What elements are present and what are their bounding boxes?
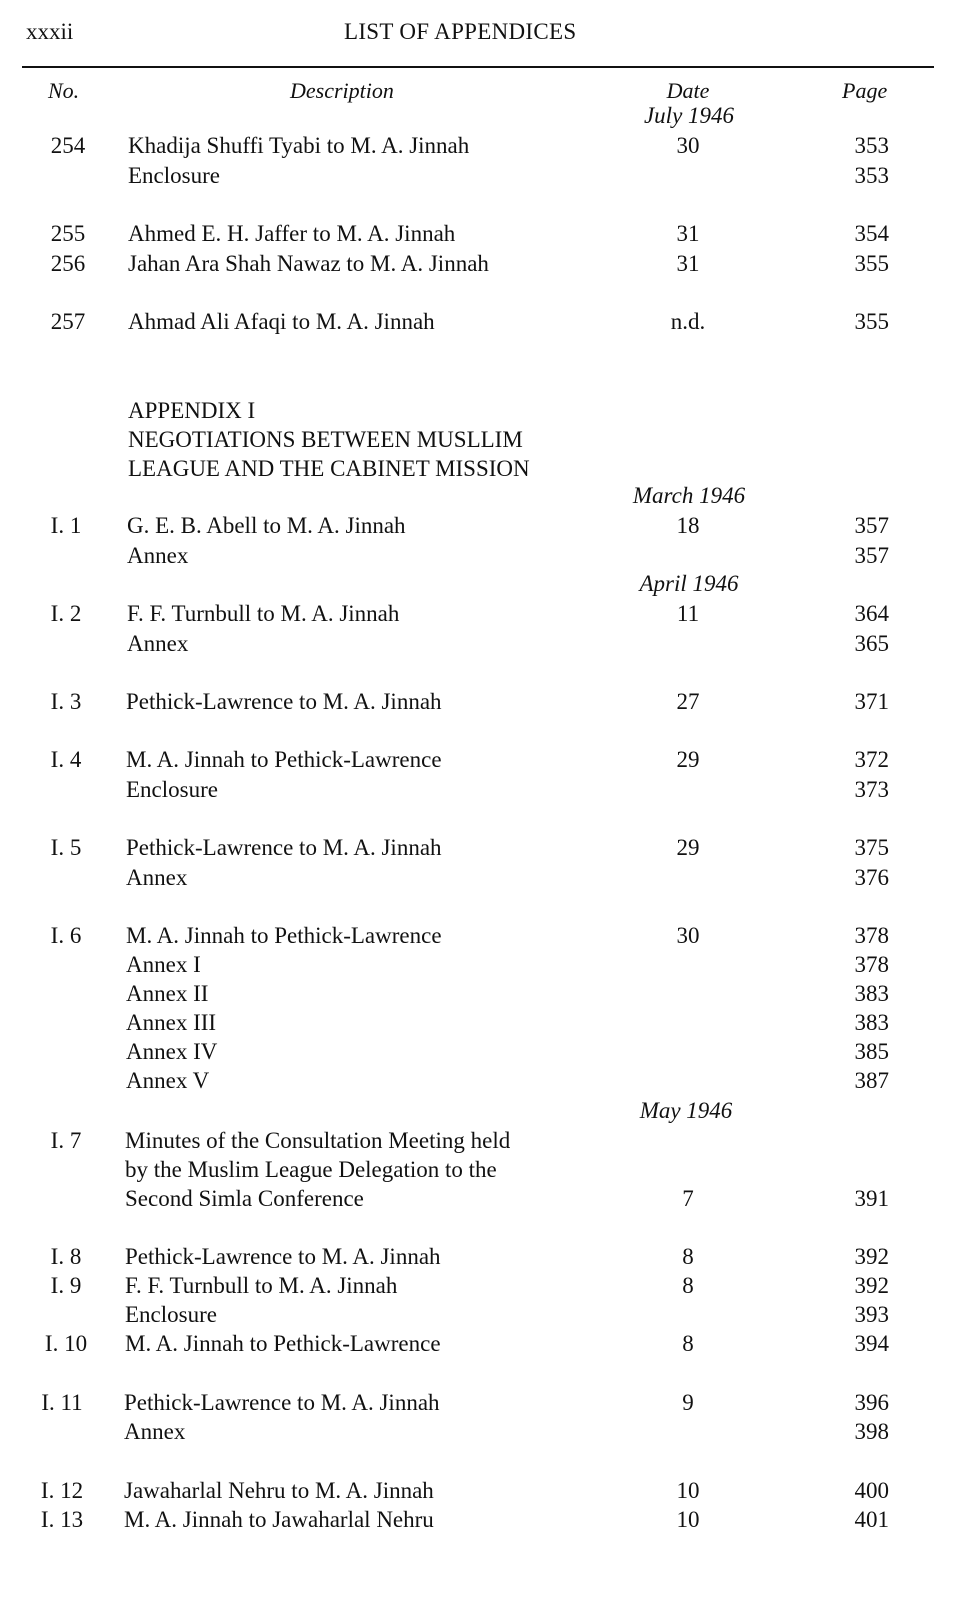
entry-description: Enclosure xyxy=(125,1302,217,1327)
entry-page: 393 xyxy=(854,1302,889,1327)
month-heading-april: April 1946 xyxy=(639,571,739,596)
entry-date: 31 xyxy=(676,251,700,276)
entry-number: 256 xyxy=(50,251,86,276)
entry-description: Enclosure xyxy=(128,163,220,188)
entry-number: I. 11 xyxy=(41,1390,83,1415)
entry-page: 372 xyxy=(854,747,889,772)
entry-page: 355 xyxy=(854,251,889,276)
entry-description: Khadija Shuffi Tyabi to M. A. Jinnah xyxy=(128,133,470,158)
entry-date: 29 xyxy=(676,747,700,772)
entry-page: 365 xyxy=(854,631,889,656)
entry-description: Ahmad Ali Afaqi to M. A. Jinnah xyxy=(128,309,435,334)
entry-number: I. 7 xyxy=(50,1128,82,1153)
entry-description: M. A. Jinnah to Pethick-Lawrence xyxy=(126,923,442,948)
entry-number: I. 13 xyxy=(40,1507,84,1532)
entry-description: Pethick-Lawrence to M. A. Jinnah xyxy=(126,835,442,860)
appendix-heading-line: NEGOTIATIONS BETWEEN MUSLLIM xyxy=(128,427,523,452)
entry-page: 383 xyxy=(854,1010,889,1035)
entry-date: 30 xyxy=(676,133,700,158)
column-header-description: Description xyxy=(290,78,394,103)
entry-description: Annex xyxy=(127,631,189,656)
entry-date: 11 xyxy=(676,601,700,626)
entry-description: Pethick-Lawrence to M. A. Jinnah xyxy=(125,1244,441,1269)
entry-description: M. A. Jinnah to Pethick-Lawrence xyxy=(126,747,442,772)
entry-page: 375 xyxy=(854,835,889,860)
appendix-heading-title: APPENDIX I xyxy=(128,398,256,423)
entry-page: 364 xyxy=(854,601,889,626)
entry-description: Annex xyxy=(124,1419,186,1444)
entry-date: 10 xyxy=(676,1507,700,1532)
column-header-no: No. xyxy=(48,78,80,103)
entry-description: Pethick-Lawrence to M. A. Jinnah xyxy=(126,689,442,714)
entry-date: 8 xyxy=(682,1331,694,1356)
entry-date: 27 xyxy=(676,689,700,714)
entry-date: n.d. xyxy=(670,309,706,334)
column-header-date: Date xyxy=(666,78,710,103)
entry-description: Jahan Ara Shah Nawaz to M. A. Jinnah xyxy=(128,251,489,276)
entry-number: I. 4 xyxy=(50,747,82,772)
column-header-page: Page xyxy=(842,78,888,103)
entry-page: 378 xyxy=(854,952,889,977)
entry-date: 8 xyxy=(682,1273,694,1298)
entry-page: 385 xyxy=(854,1039,889,1064)
entry-page: 354 xyxy=(854,221,889,246)
entry-date: 30 xyxy=(676,923,700,948)
entry-page: 387 xyxy=(854,1068,889,1093)
entry-page: 391 xyxy=(854,1186,889,1211)
entry-description: Ahmed E. H. Jaffer to M. A. Jinnah xyxy=(128,221,456,246)
entry-page: 400 xyxy=(854,1478,889,1503)
entry-page: 392 xyxy=(854,1273,889,1298)
entry-number: I. 5 xyxy=(50,835,82,860)
month-heading-july: July 1946 xyxy=(643,103,735,128)
entry-description: Annex V xyxy=(126,1068,210,1093)
entry-date: 29 xyxy=(676,835,700,860)
entry-description: Minutes of the Consultation Meeting held xyxy=(125,1128,511,1153)
entry-page: 398 xyxy=(854,1419,889,1444)
entry-page: 392 xyxy=(854,1244,889,1269)
entry-number: I. 2 xyxy=(50,601,82,626)
entry-date: 10 xyxy=(676,1478,700,1503)
entry-description: Annex I xyxy=(126,952,201,977)
entry-page: 378 xyxy=(854,923,889,948)
entry-number: I. 10 xyxy=(44,1331,88,1356)
entry-page: 357 xyxy=(854,513,889,538)
entry-number: I. 8 xyxy=(50,1244,82,1269)
entry-description: F. F. Turnbull to M. A. Jinnah xyxy=(125,1273,398,1298)
entry-number: 257 xyxy=(50,309,86,334)
entry-description: Annex xyxy=(126,865,188,890)
entry-number: I. 9 xyxy=(50,1273,82,1298)
entry-description: Jawaharlal Nehru to M. A. Jinnah xyxy=(124,1478,434,1503)
entry-page: 353 xyxy=(854,133,889,158)
entry-page: 371 xyxy=(854,689,889,714)
entry-description: M. A. Jinnah to Pethick-Lawrence xyxy=(125,1331,441,1356)
entry-description: Annex II xyxy=(126,981,209,1006)
entry-date: 8 xyxy=(682,1244,694,1269)
entry-description: Annex IV xyxy=(126,1039,218,1064)
entry-description: Second Simla Conference xyxy=(125,1186,364,1211)
entry-number: I. 12 xyxy=(40,1478,84,1503)
header-rule xyxy=(22,66,934,68)
month-heading-may: May 1946 xyxy=(639,1098,733,1123)
entry-description: by the Muslim League Delegation to the xyxy=(125,1157,497,1182)
entry-date: 31 xyxy=(676,221,700,246)
entry-description: M. A. Jinnah to Jawaharlal Nehru xyxy=(124,1507,434,1532)
entry-page: 357 xyxy=(854,543,889,568)
entry-description: Pethick-Lawrence to M. A. Jinnah xyxy=(124,1390,440,1415)
entry-page: 394 xyxy=(854,1331,889,1356)
entry-page: 353 xyxy=(854,163,889,188)
entry-page: 401 xyxy=(854,1507,889,1532)
month-heading-march: March 1946 xyxy=(632,483,746,508)
entry-description: G. E. B. Abell to M. A. Jinnah xyxy=(127,513,406,538)
entry-page: 396 xyxy=(854,1390,889,1415)
entry-page: 376 xyxy=(854,865,889,890)
entry-page: 355 xyxy=(854,309,889,334)
entry-number: 255 xyxy=(50,221,86,246)
folio: xxxii xyxy=(26,19,74,44)
entry-date: 7 xyxy=(682,1186,694,1211)
entry-description: Enclosure xyxy=(126,777,218,802)
entry-description: Annex III xyxy=(126,1010,217,1035)
entry-date: 9 xyxy=(682,1390,694,1415)
running-head: LIST OF APPENDICES xyxy=(344,19,577,44)
entry-number: I. 6 xyxy=(50,923,82,948)
appendix-heading-line: LEAGUE AND THE CABINET MISSION xyxy=(128,456,530,481)
entry-page: 383 xyxy=(854,981,889,1006)
entry-number: I. 1 xyxy=(50,513,82,538)
entry-page: 373 xyxy=(854,777,889,802)
entry-description: Annex xyxy=(127,543,189,568)
entry-number: I. 3 xyxy=(50,689,82,714)
entry-number: 254 xyxy=(50,133,86,158)
entry-date: 18 xyxy=(676,513,700,538)
entry-description: F. F. Turnbull to M. A. Jinnah xyxy=(127,601,400,626)
